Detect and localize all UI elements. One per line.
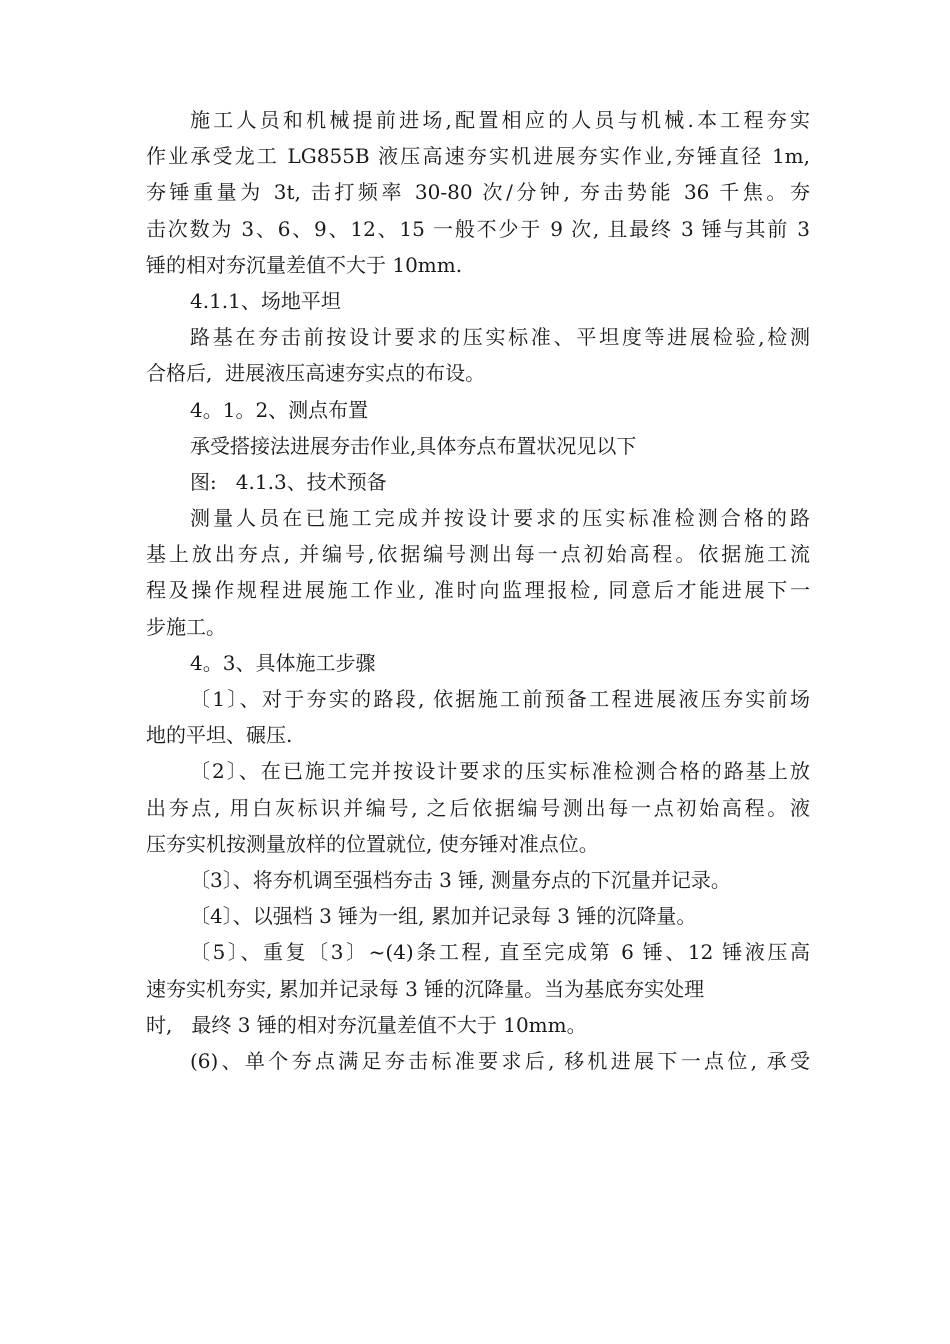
text-line: 出夯点, 用白灰标识并编号, 之后依据编号测出每一点初始高程。液 bbox=[146, 795, 810, 820]
text-line: 合格后, 进展液压高速夯实点的布设。 bbox=[146, 361, 486, 386]
text-line: 测量人员在已施工完成并按设计要求的压实标准检测合格的路 bbox=[190, 506, 810, 531]
text-line: 速夯实机夯实, 累加并记录每 3 锤的沉降量。当为基底夯实处理 bbox=[146, 976, 705, 1001]
document-body bbox=[146, 102, 810, 1079]
text-line: 地的平坦、碾压. bbox=[146, 723, 293, 748]
text-line: 施工人员和机械提前进场,配置相应的人员与机械.本工程夯实 bbox=[190, 108, 810, 132]
text-line: 〔4〕、以强档 3 锤为一组, 累加并记录每 3 锤的沉降量。 bbox=[190, 904, 697, 929]
text-line: 〔1〕、对于夯实的路段, 依据施工前预备工程进展液压夯实前场 bbox=[190, 687, 810, 711]
text-line: 锤的相对夯沉量差值不大于 10mm. bbox=[146, 252, 463, 277]
text-line: 〔2〕、在已施工完并按设计要求的压实标准检测合格的路基上放 bbox=[190, 759, 810, 784]
text-line: 〔3〕、将夯机调至强档夯击 3 锤, 测量夯点的下沉量并记录。 bbox=[190, 867, 731, 892]
text-line: 夯锤重量为 3t, 击打频率 30-80 次/分钟, 夯击势能 36 千焦。夯 bbox=[146, 180, 810, 205]
text-line: 程及操作规程进展施工作业, 准时向监理报检, 同意后才能进展下一 bbox=[146, 578, 810, 603]
text-line: 基上放出夯点, 并编号,依据编号测出每一点初始高程。依据施工流 bbox=[146, 542, 810, 567]
text-line: 击次数为 3、6、9、12、15 一般不少于 9 次, 且最终 3 锤与其前 3 bbox=[146, 216, 810, 241]
text-line: 4。3、具体施工步骤 bbox=[190, 650, 376, 675]
text-line: 路基在夯击前按设计要求的压实标准、平坦度等进展检验,检测 bbox=[190, 325, 810, 350]
text-line: 承受搭接法进展夯击作业,具体夯点布置状况见以下 bbox=[190, 433, 637, 458]
text-line: 作业承受龙工 LG855B 液压高速夯实机进展夯实作业,夯锤直径 1m, bbox=[146, 144, 810, 169]
text-line: 4。1。2、测点布置 bbox=[190, 397, 369, 422]
text-line: 时, 最终 3 锤的相对夯沉量差值不大于 10mm。 bbox=[146, 1012, 587, 1037]
text-line: 步施工。 bbox=[146, 614, 226, 639]
text-line: 压夯实机按测量放样的位置就位, 使夯锤对准点位。 bbox=[146, 831, 599, 856]
text-line: 图: 4.1.3、技术预备 bbox=[190, 469, 387, 494]
text-line: (6)、单个夯点满足夯击标准要求后, 移机进展下一点位, 承受 bbox=[190, 1048, 810, 1073]
text-line: 4.1.1、场地平坦 bbox=[190, 288, 341, 313]
text-line: 〔5〕、重复〔3〕~(4)条工程, 直至完成第 6 锤、12 锤液压高 bbox=[190, 940, 810, 965]
